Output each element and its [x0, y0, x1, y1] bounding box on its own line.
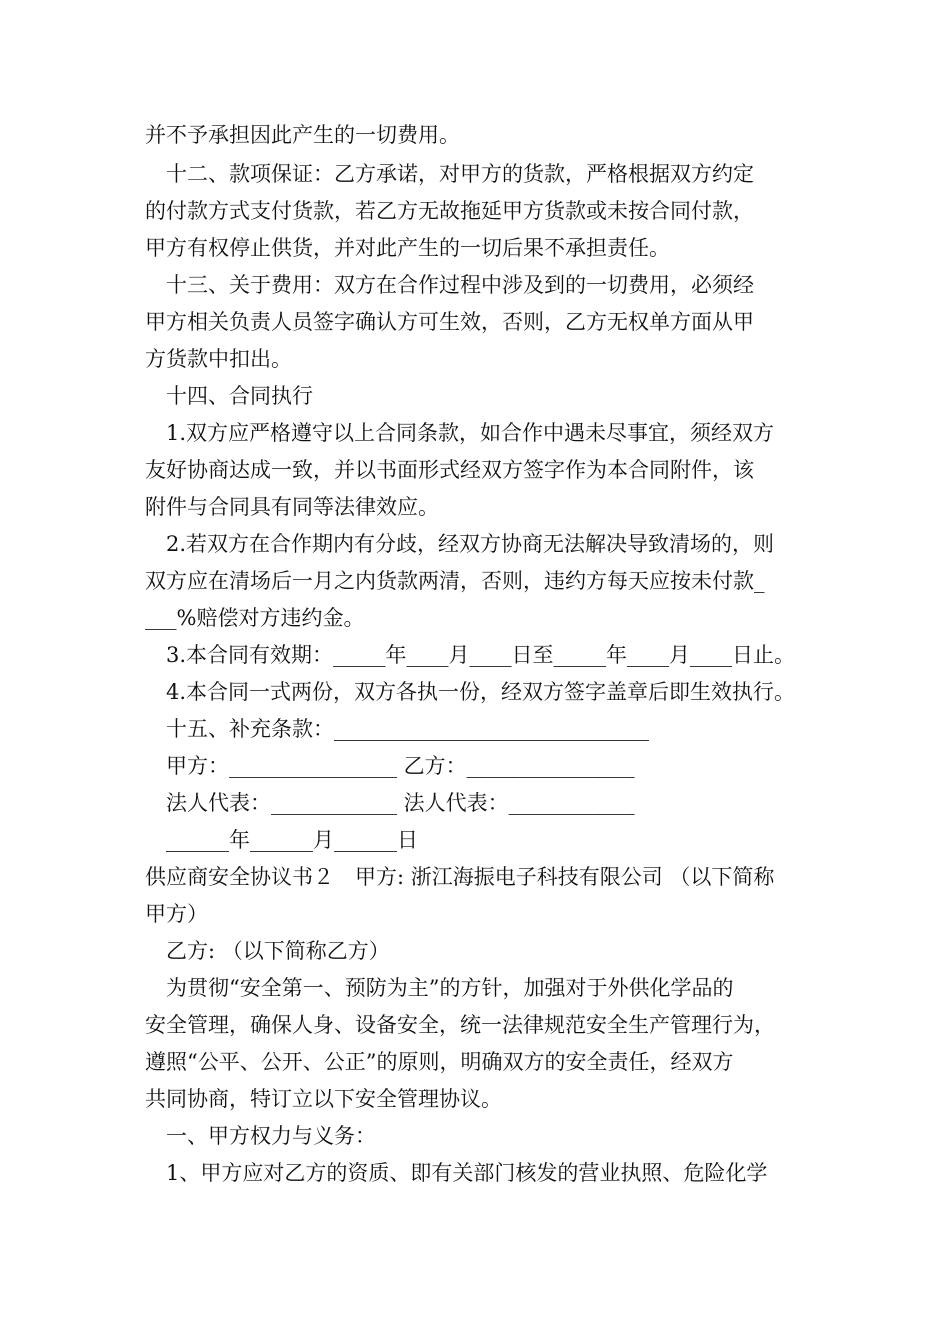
text-line: 1.双方应严格遵守以上合同条款，如合作中遇未尽事宜，须经双方 — [166, 421, 775, 445]
text-line: 方货款中扣出。 — [145, 347, 292, 371]
text-line: 2.若双方在合作期内有分歧，经双方协商无法解决导致清场的，则 — [166, 532, 775, 556]
text-line: 安全管理，确保人身、设备安全，统一法律规范安全生产管理行为， — [145, 1013, 775, 1037]
text-line: 4.本合同一式两份，双方各执一份，经双方签字盖章后即生效执行。 — [166, 680, 796, 704]
text-line: 十四、合同执行 — [166, 384, 313, 408]
text-line: 法人代表：____________ 法人代表：____________ — [166, 791, 635, 815]
text-line: 遵照“公平、公开、公正”的原则，明确双方的安全责任，经双方 — [145, 1050, 734, 1074]
text-line: 十二、款项保证：乙方承诺，对甲方的货款，严格根据双方约定 — [166, 162, 754, 186]
text-line: 双方应在清场后一月之内货款两清，否则，违约方每天应按未付款_ — [145, 569, 765, 593]
text-line: 甲方有权停止供货，并对此产生的一切后果不承担责任。 — [145, 236, 670, 260]
text-line: ______年______月______日 — [166, 828, 418, 852]
text-line: 的付款方式支付货款，若乙方无故拖延甲方货款或未按合同付款， — [145, 199, 754, 223]
text-line: 供应商安全协议书２ 甲方: 浙江海振电子科技有限公司 （以下简称 — [145, 865, 775, 889]
text-line: 为贯彻“安全第一、预防为主”的方针，加强对于外供化学品的 — [166, 976, 734, 1000]
text-line: 附件与合同具有同等法律效应。 — [145, 495, 439, 519]
text-line: 共同协商，特订立以下安全管理协议。 — [145, 1087, 502, 1111]
text-line: 3.本合同有效期：_____年____月____日至_____年____月____日止。 — [166, 643, 796, 667]
text-line: 十三、关于费用：双方在合作过程中涉及到的一切费用，必须经 — [166, 273, 754, 297]
text-line: 十五、补充条款：______________________________ — [166, 717, 649, 741]
text-line: 一、甲方权力与义务： — [166, 1124, 376, 1148]
text-line: 甲方相关负责人员签字确认方可生效，否则，乙方无权单方面从甲 — [145, 310, 754, 334]
text-line: 并不予承担因此产生的一切费用。 — [145, 123, 460, 147]
text-line: 友好协商达成一致，并以书面形式经双方签字作为本合同附件，该 — [145, 458, 754, 482]
text-line: 甲方） — [145, 902, 208, 926]
text-line: 1、甲方应对乙方的资质、即有关部门核发的营业执照、危险化学 — [166, 1161, 768, 1185]
text-line: 乙方: （以下简称乙方） — [166, 939, 390, 963]
text-line: ___%赔偿对方违约金。 — [145, 606, 365, 630]
text-line: 甲方：________________ 乙方：________________ — [166, 754, 635, 778]
